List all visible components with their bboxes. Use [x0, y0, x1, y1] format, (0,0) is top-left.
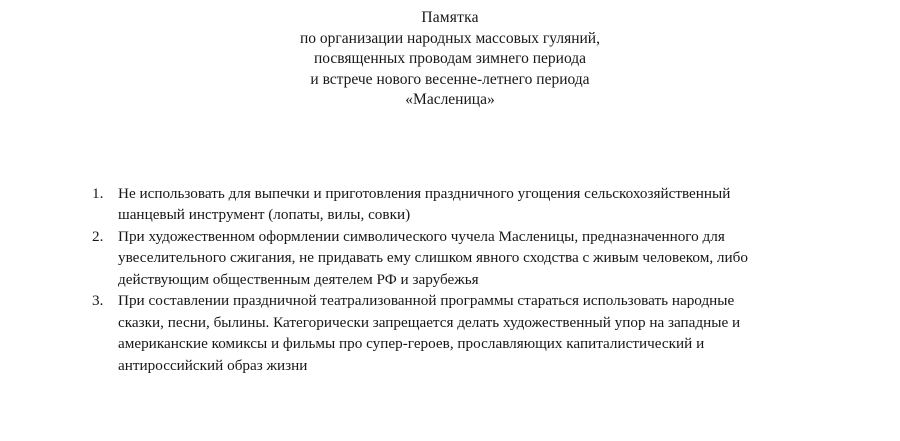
list-item-marker: 1. — [92, 184, 104, 202]
list-item-marker: 2. — [92, 227, 104, 245]
title-line-4: и встрече нового весенне-летнего периода — [310, 70, 590, 88]
list-item-text: Не использовать для выпечки и приготовления праздничного угощения сельскохозяйственный шанцевый инструмент (лопаты, вилы, совки) — [118, 184, 731, 223]
title-line-1: Памятка — [421, 9, 479, 26]
list-item — [92, 226, 780, 291]
list-item — [92, 290, 780, 376]
numbered-list — [0, 183, 900, 377]
list-item-text: При составлении праздничной театрализованной программы стараться использовать народные сказки, песни, былины. Категорически запрещается делать художественный упор на западные и американские комиксы и фильмы про супер-героев, прославляющих капиталистический и антироссийский образ жизни — [118, 292, 741, 374]
title-line-5: «Масленица» — [405, 91, 495, 108]
list-item — [92, 183, 780, 226]
list-item-marker: 3. — [92, 292, 104, 309]
title-line-2: по организации народных массовых гуляний, — [300, 29, 600, 47]
page-title — [0, 0, 900, 111]
list-item-text: При художественном оформлении символического чучела Масленицы, предназначенного для увеселительного сжигания, не придавать ему слишком явного сходства с живым человеком, либо действующим общественным деятелем РФ и зарубежья — [118, 227, 748, 288]
title-list-spacer — [0, 111, 900, 183]
title-line-3: посвященных проводам зимнего периода — [313, 50, 587, 67]
